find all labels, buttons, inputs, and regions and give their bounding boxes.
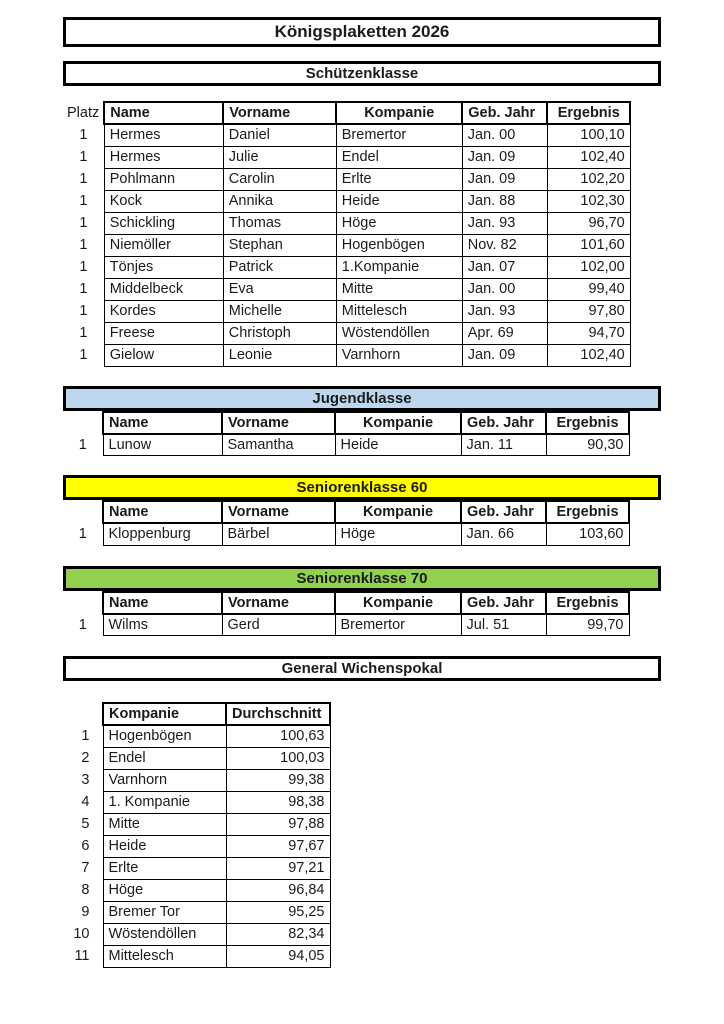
column-header-kompanie: Kompanie bbox=[335, 592, 461, 614]
table-row bbox=[63, 434, 629, 456]
cell-platz: 1 bbox=[79, 347, 88, 363]
cell-name: Kloppenburg bbox=[103, 523, 222, 545]
cell-platz: 3 bbox=[81, 772, 90, 788]
column-header-kompanie: Kompanie bbox=[336, 102, 462, 124]
cell-name: Gielow bbox=[104, 344, 223, 366]
cell-durchschnitt: 99,38 bbox=[226, 769, 330, 791]
section-banner-seniorenklasse-60: Seniorenklasse 60 bbox=[63, 475, 661, 500]
cell-name: Schickling bbox=[104, 212, 223, 234]
cell-kompanie: Erlte bbox=[103, 857, 226, 879]
column-header-platz: Platz bbox=[67, 105, 100, 121]
column-header-durchschnitt: Durchschnitt bbox=[226, 703, 330, 725]
cell-vorname: Bärbel bbox=[222, 523, 335, 545]
section-banner-schuetzenklasse: Schützenklasse bbox=[63, 61, 661, 86]
table-row bbox=[63, 835, 330, 857]
cell-kompanie: Heide bbox=[103, 835, 226, 857]
cell-kompanie: Wöstendöllen bbox=[336, 322, 462, 344]
cell-ergebnis: 99,40 bbox=[547, 278, 630, 300]
table-row bbox=[63, 945, 330, 967]
column-header-geb-jahr: Geb. Jahr bbox=[461, 592, 546, 614]
cell-ergebnis: 94,70 bbox=[547, 322, 630, 344]
cell-platz: 1 bbox=[79, 127, 88, 143]
cell-platz: 6 bbox=[81, 838, 90, 854]
header-row bbox=[63, 592, 629, 614]
cell-kompanie: Höge bbox=[335, 523, 461, 545]
cell-platz: 1 bbox=[78, 616, 87, 633]
cell-platz: 1 bbox=[79, 237, 88, 253]
column-header-kompanie: Kompanie bbox=[103, 703, 226, 725]
cell-vorname: Patrick bbox=[223, 256, 336, 278]
cell-platz: 1 bbox=[79, 325, 88, 341]
cell-platz: 1 bbox=[79, 281, 88, 297]
cell-platz: 1 bbox=[81, 728, 90, 744]
table-row bbox=[63, 923, 330, 945]
column-header-platz-spacer bbox=[63, 592, 103, 614]
cell-geb-jahr: Apr. 69 bbox=[462, 322, 547, 344]
cell-kompanie: Höge bbox=[336, 212, 462, 234]
table-row bbox=[63, 747, 330, 769]
cell-name: Hermes bbox=[104, 146, 223, 168]
cell-kompanie: Mittelesch bbox=[103, 945, 226, 967]
cell-kompanie: Wöstendöllen bbox=[103, 923, 226, 945]
table-row bbox=[63, 523, 629, 545]
cell-kompanie: Varnhorn bbox=[336, 344, 462, 366]
cell-ergebnis: 97,80 bbox=[547, 300, 630, 322]
cell-platz: 11 bbox=[74, 948, 90, 964]
column-header-ergebnis: Ergebnis bbox=[546, 592, 629, 614]
header-row bbox=[63, 412, 629, 434]
cell-vorname: Carolin bbox=[223, 168, 336, 190]
column-header-vorname: Vorname bbox=[222, 412, 335, 434]
column-header-vorname: Vorname bbox=[222, 592, 335, 614]
cell-platz: 1 bbox=[79, 171, 88, 187]
cell-platz: 10 bbox=[73, 926, 90, 942]
cell-platz: 1 bbox=[79, 193, 88, 209]
cell-name: Wilms bbox=[103, 614, 222, 636]
cell-geb-jahr: Jan. 93 bbox=[462, 300, 547, 322]
column-header-platz-spacer bbox=[63, 501, 103, 523]
table-row bbox=[63, 901, 330, 923]
cell-vorname: Michelle bbox=[223, 300, 336, 322]
cell-ergebnis: 102,30 bbox=[547, 190, 630, 212]
cell-name: Hermes bbox=[104, 124, 223, 146]
column-header-name: Name bbox=[103, 412, 222, 434]
cell-geb-jahr: Jan. 09 bbox=[462, 344, 547, 366]
column-header-name: Name bbox=[103, 592, 222, 614]
cell-durchschnitt: 100,63 bbox=[226, 725, 330, 747]
column-header-geb-jahr: Geb. Jahr bbox=[461, 412, 546, 434]
table-row bbox=[63, 879, 330, 901]
table-row bbox=[63, 344, 630, 366]
seniorenklasse-70-table bbox=[63, 591, 630, 637]
cell-platz: 1 bbox=[79, 149, 88, 165]
cell-durchschnitt: 97,88 bbox=[226, 813, 330, 835]
cell-ergebnis: 99,70 bbox=[546, 614, 629, 636]
table-row bbox=[63, 300, 630, 322]
cell-vorname: Annika bbox=[223, 190, 336, 212]
cell-kompanie: Mittelesch bbox=[336, 300, 462, 322]
cell-durchschnitt: 95,25 bbox=[226, 901, 330, 923]
cell-durchschnitt: 98,38 bbox=[226, 791, 330, 813]
cell-geb-jahr: Jan. 07 bbox=[462, 256, 547, 278]
cell-platz: 4 bbox=[81, 794, 90, 810]
cell-kompanie: Höge bbox=[103, 879, 226, 901]
column-header-kompanie: Kompanie bbox=[335, 501, 461, 523]
cell-platz: 1 bbox=[79, 215, 88, 231]
cell-platz: 8 bbox=[81, 882, 90, 898]
column-header-ergebnis: Ergebnis bbox=[547, 102, 630, 124]
cell-geb-jahr: Jan. 00 bbox=[462, 278, 547, 300]
cell-platz: 1 bbox=[78, 436, 87, 453]
cell-ergebnis: 102,40 bbox=[547, 146, 630, 168]
cell-platz: 1 bbox=[79, 303, 88, 319]
cell-geb-jahr: Jan. 09 bbox=[462, 146, 547, 168]
cell-kompanie: Bremertor bbox=[335, 614, 461, 636]
cell-vorname: Christoph bbox=[223, 322, 336, 344]
column-header-platz-spacer bbox=[63, 412, 103, 434]
table-row bbox=[63, 124, 630, 146]
cell-vorname: Leonie bbox=[223, 344, 336, 366]
cell-ergebnis: 100,10 bbox=[547, 124, 630, 146]
cell-geb-jahr: Jan. 11 bbox=[461, 434, 546, 456]
cell-ergebnis: 101,60 bbox=[547, 234, 630, 256]
column-header-geb-jahr: Geb. Jahr bbox=[461, 501, 546, 523]
table-row bbox=[63, 857, 330, 879]
cell-kompanie: 1. Kompanie bbox=[103, 791, 226, 813]
cell-geb-jahr: Jul. 51 bbox=[461, 614, 546, 636]
cell-kompanie: Heide bbox=[335, 434, 461, 456]
cell-ergebnis: 103,60 bbox=[546, 523, 629, 545]
cell-geb-jahr: Jan. 93 bbox=[462, 212, 547, 234]
cell-platz: 1 bbox=[78, 526, 87, 542]
table-row bbox=[63, 725, 330, 747]
table-row bbox=[63, 791, 330, 813]
page-title: Königsplaketten 2026 bbox=[63, 17, 661, 47]
cell-kompanie: Endel bbox=[336, 146, 462, 168]
table-row bbox=[63, 212, 630, 234]
cell-vorname: Gerd bbox=[222, 614, 335, 636]
table-row bbox=[63, 190, 630, 212]
cell-name: Lunow bbox=[103, 434, 222, 456]
column-header-platz-spacer bbox=[63, 703, 103, 725]
column-header-name: Name bbox=[103, 501, 222, 523]
cell-kompanie: Varnhorn bbox=[103, 769, 226, 791]
header-row bbox=[63, 102, 630, 124]
cell-durchschnitt: 94,05 bbox=[226, 945, 330, 967]
cell-ergebnis: 90,30 bbox=[546, 434, 629, 456]
cell-kompanie: 1.Kompanie bbox=[336, 256, 462, 278]
section-banner-seniorenklasse-70: Seniorenklasse 70 bbox=[63, 566, 661, 591]
cell-geb-jahr: Jan. 88 bbox=[462, 190, 547, 212]
cell-name: Kock bbox=[104, 190, 223, 212]
cell-ergebnis: 102,00 bbox=[547, 256, 630, 278]
header-row bbox=[63, 501, 629, 523]
cell-geb-jahr: Jan. 00 bbox=[462, 124, 547, 146]
column-header-vorname: Vorname bbox=[223, 102, 336, 124]
cell-vorname: Daniel bbox=[223, 124, 336, 146]
cell-platz: 7 bbox=[81, 860, 90, 876]
cell-platz: 1 bbox=[79, 259, 88, 275]
cell-durchschnitt: 97,67 bbox=[226, 835, 330, 857]
table-row bbox=[63, 769, 330, 791]
cell-vorname: Julie bbox=[223, 146, 336, 168]
cell-kompanie: Erlte bbox=[336, 168, 462, 190]
cell-name: Niemöller bbox=[104, 234, 223, 256]
cell-platz: 5 bbox=[81, 816, 90, 832]
cell-vorname: Samantha bbox=[222, 434, 335, 456]
cell-kompanie: Bremer Tor bbox=[103, 901, 226, 923]
header-row bbox=[63, 703, 330, 725]
cell-name: Pohlmann bbox=[104, 168, 223, 190]
cell-platz: 9 bbox=[81, 904, 90, 920]
cell-geb-jahr: Nov. 82 bbox=[462, 234, 547, 256]
section-banner-jugendklasse: Jugendklasse bbox=[63, 386, 661, 411]
table-row bbox=[63, 322, 630, 344]
table-row bbox=[63, 813, 330, 835]
cell-durchschnitt: 97,21 bbox=[226, 857, 330, 879]
column-header-geb-jahr: Geb. Jahr bbox=[462, 102, 547, 124]
general-wichenspokal-table bbox=[63, 702, 331, 968]
cell-name: Freese bbox=[104, 322, 223, 344]
cell-vorname: Eva bbox=[223, 278, 336, 300]
cell-geb-jahr: Jan. 09 bbox=[462, 168, 547, 190]
column-header-kompanie: Kompanie bbox=[335, 412, 461, 434]
column-header-ergebnis: Ergebnis bbox=[546, 412, 629, 434]
cell-vorname: Thomas bbox=[223, 212, 336, 234]
cell-kompanie: Hogenbögen bbox=[103, 725, 226, 747]
cell-kompanie: Bremertor bbox=[336, 124, 462, 146]
table-row bbox=[63, 278, 630, 300]
column-header-vorname: Vorname bbox=[222, 501, 335, 523]
jugendklasse-table bbox=[63, 411, 630, 457]
cell-ergebnis: 102,20 bbox=[547, 168, 630, 190]
cell-kompanie: Endel bbox=[103, 747, 226, 769]
column-header-name: Name bbox=[104, 102, 223, 124]
cell-ergebnis: 96,70 bbox=[547, 212, 630, 234]
cell-platz: 2 bbox=[81, 750, 90, 766]
cell-name: Middelbeck bbox=[104, 278, 223, 300]
column-header-ergebnis: Ergebnis bbox=[546, 501, 629, 523]
cell-vorname: Stephan bbox=[223, 234, 336, 256]
cell-durchschnitt: 96,84 bbox=[226, 879, 330, 901]
cell-name: Kordes bbox=[104, 300, 223, 322]
cell-durchschnitt: 82,34 bbox=[226, 923, 330, 945]
seniorenklasse-60-table bbox=[63, 500, 630, 546]
section-banner-general-wichenspokal: General Wichenspokal bbox=[63, 656, 661, 681]
cell-kompanie: Heide bbox=[336, 190, 462, 212]
cell-name: Tönjes bbox=[104, 256, 223, 278]
table-row bbox=[63, 234, 630, 256]
cell-geb-jahr: Jan. 66 bbox=[461, 523, 546, 545]
cell-ergebnis: 102,40 bbox=[547, 344, 630, 366]
table-row bbox=[63, 614, 629, 636]
table-row bbox=[63, 256, 630, 278]
cell-kompanie: Mitte bbox=[336, 278, 462, 300]
schuetzenklasse-table bbox=[63, 101, 631, 367]
table-row bbox=[63, 146, 630, 168]
cell-durchschnitt: 100,03 bbox=[226, 747, 330, 769]
cell-kompanie: Hogenbögen bbox=[336, 234, 462, 256]
table-row bbox=[63, 168, 630, 190]
cell-kompanie: Mitte bbox=[103, 813, 226, 835]
